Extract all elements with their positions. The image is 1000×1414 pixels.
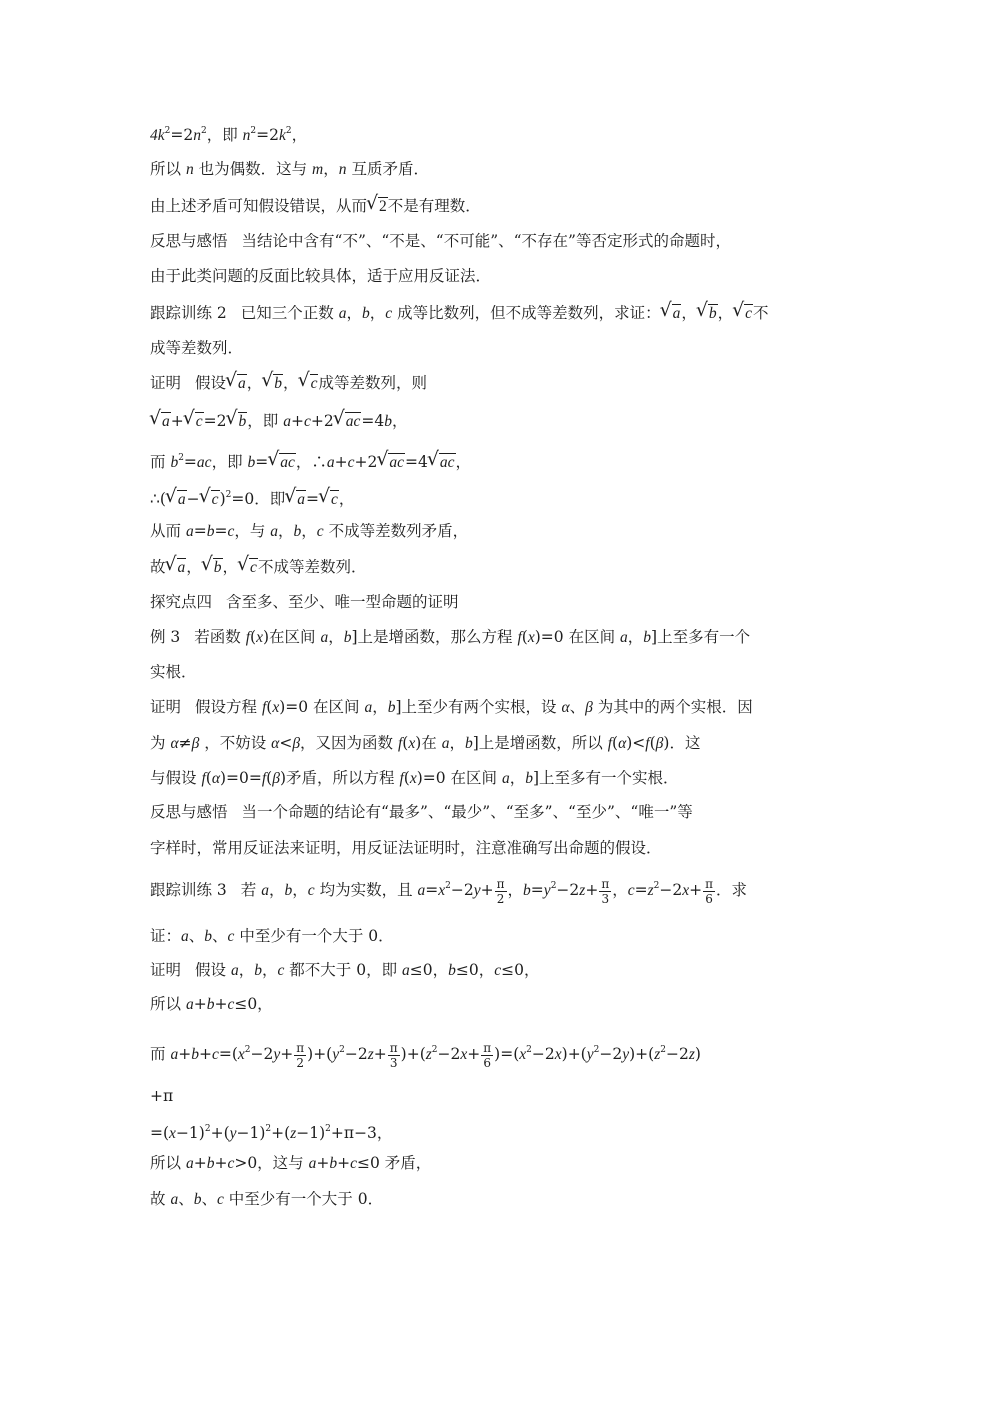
text-line: 实根． xyxy=(150,663,197,681)
label-reflection: 反思与感悟 xyxy=(150,803,228,821)
label-exercise-2: 跟踪训练 2 xyxy=(150,304,227,322)
label-example-3: 例 3 xyxy=(150,628,181,646)
text-line: 故 a、b、c 中至少有一个大于 0． xyxy=(150,1190,384,1208)
example-3-line: 例 3 若函数 f(x)在区间 a，b]上是增函数，那么方程 f(x)=0 在区间 a，b]上至多有一个 xyxy=(150,628,751,646)
text-line: 所以 a+b+c≤0， xyxy=(150,995,273,1013)
label-proof: 证明 xyxy=(150,961,182,979)
text-line: 由上述矛盾可知假设错误，从而 √ 2不是有理数． xyxy=(150,196,481,217)
text-line: 而 $a+b+c=(x^2-2y+$ $\frac{\pi}{2}$ )$+(y^2-2z+$ $\frac{\pi}{3}$ )$+(z^2-2x+$ $\frac{\pi}{6}$ )$=(x^2-2x)+(y^2-2y)+(z^2-2z)$ xyxy=(150,1040,701,1070)
label-inquiry-4: 探究点四 xyxy=(150,593,213,611)
reflection-heading-line: 反思与感悟 当结论中含有“不”、“不是、“不可能”、“不存在”等否定形式的命题时， xyxy=(150,232,731,250)
text-line: 证：a、b、c 中至少有一个大于 0． xyxy=(150,927,394,945)
text-line: $4k^2=2n^2$，即 $n^2=2k^2$， xyxy=(150,126,308,144)
text-line: 字样时，常用反证法来证明，用反证法证明时，注意准确写出命题的假设． xyxy=(150,839,662,857)
label-exercise-3: 跟踪训练 3 xyxy=(150,881,227,899)
label-proof: 证明 xyxy=(150,698,182,716)
text-line: +π xyxy=(150,1087,174,1105)
exercise-3-line: 跟踪训练 3 若 a，b，c 均为实数，且 $a=x^2-2y+$ $\frac{\pi}{2}$ ，$b=y^2-2z+$ $\frac{\pi}{3}$ ，$c=z^2-2x+$ $\frac{\pi}{6}$ ．求 xyxy=(150,876,748,906)
label-proof: 证明 xyxy=(150,374,182,392)
reflection-heading-line: 反思与感悟 当一个命题的结论有“最多”、“最少”、“至多”、“至少”、“唯一”等 xyxy=(150,803,693,821)
label-reflection: 反思与感悟 xyxy=(150,232,228,250)
text-line: $=(x-1)^2+(y-1)^2+(z-1)^2+\pi-3$， xyxy=(150,1124,393,1142)
text-line: 从而 a=b=c，与 a，b，c 不成等差数列矛盾， xyxy=(150,522,469,540)
text-line: 由于此类问题的反面比较具体，适于应用反证法． xyxy=(150,267,492,285)
text-line: ∴( √ a− √ c)$^2$=0．即 √ a= √ c， xyxy=(150,485,354,510)
exercise-2-line: 跟踪训练 2 已知三个正数 a，b，c 成等比数列，但不成等差数列，求证： √ a， √ b， √ c不 xyxy=(150,303,769,324)
text-line: √ a+ √ c=2 √ b，即 a+c+2 √ ac=4b， xyxy=(150,411,407,432)
text-line: 与假设 f(α)=0=f(β)矛盾，所以方程 f(x)=0 在区间 a，b]上至多有一个实根． xyxy=(150,769,679,787)
proof-line: 证明 假设 a，b，c 都不大于 0，即 a≤0，b≤0，c≤0， xyxy=(150,961,540,979)
text-line: 所以 a+b+c>0，这与 a+b+c≤0 矛盾， xyxy=(150,1154,432,1172)
text-line: 而 $b^2=ac$，即 b= √ ac，∴a+c+2 √ ac=4 √ ac， xyxy=(150,448,471,473)
proof-line: 证明 假设 √ a， √ b， √ c成等差数列，则 xyxy=(150,373,427,394)
text-line: 故 √ a， √ b， √ c不成等差数列． xyxy=(150,557,366,578)
text-line: 成等差数列． xyxy=(150,339,244,357)
section-heading: 探究点四 含至多、至少、唯一型命题的证明 xyxy=(150,593,459,611)
text-line: 所以 n 也为偶数．这与 m，n 互质矛盾． xyxy=(150,160,429,178)
proof-line: 证明 假设方程 f(x)=0 在区间 a，b]上至少有两个实根，设 α、β 为其中的两个实根．因 xyxy=(150,698,753,716)
text-line: 为 α≠β ，不妨设 α<β，又因为函数 f(x)在 a，b]上是增函数，所以 f(α)<f(β)．这 xyxy=(150,734,701,752)
